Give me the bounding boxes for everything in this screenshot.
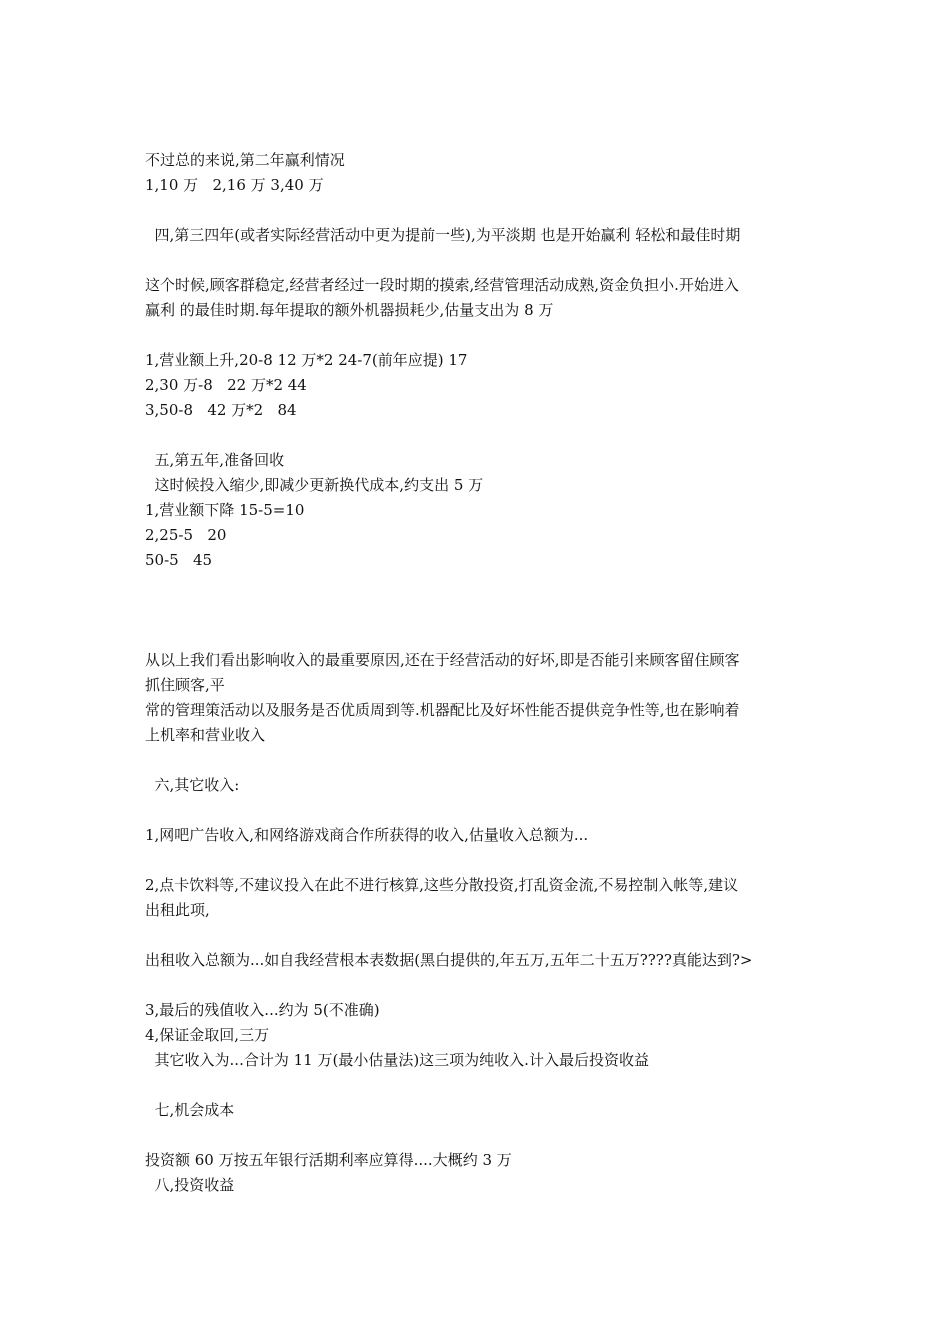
text-line: 1,10 万 2,16 万 3,40 万 [145,176,324,194]
list-item: 2,25-5 20 [145,526,227,544]
list-item: 1,营业额上升,20-8 12 万*2 24-7(前年应提) 17 [145,351,468,369]
text-line: 赢利 的最佳时期.每年提取的额外机器损耗少,估量支出为 8 万 [145,301,554,319]
text-line: 不过总的来说,第二年赢利情况 [145,151,345,169]
text-line: 抓住顾客,平 [145,676,225,694]
text-line: 这时候投入缩少,即减少更新换代成本,约支出 5 万 [145,476,484,494]
list-item: 2,点卡饮料等,不建议投入在此不进行核算,这些分散投资,打乱资金流,不易控制入帐等,建议 [145,876,739,894]
list-item: 2,30 万-8 22 万*2 44 [145,376,307,394]
text-line: 投资额 60 万按五年银行活期利率应算得....大概约 3 万 [145,1151,512,1169]
list-item: 4,保证金取回,三万 [145,1026,270,1044]
text-line: 上机率和营业收入 [145,726,266,744]
list-item: 1,营业额下降 15-5=10 [145,501,305,519]
list-item: 3,最后的残值收入...约为 5(不准确) [145,1001,380,1019]
text-line: 出租收入总额为...如自我经营根本表数据(黑白提供的,年五万,五年二十五万????真能达到?> [145,951,753,969]
list-item: 3,50-8 42 万*2 84 [145,401,297,419]
section-heading: 八,投资收益 [145,1176,235,1194]
text-line: 从以上我们看出影响收入的最重要原因,还在于经营活动的好坏,即是否能引来顾客留住顾客 [145,651,740,669]
section-heading: 四,第三四年(或者实际经营活动中更为提前一些),为平淡期 也是开始赢利 轻松和最佳时期 [145,226,741,244]
text-line: 这个时候,顾客群稳定,经营者经过一段时期的摸索,经营管理活动成熟,资金负担小.开始进入 [145,276,739,294]
list-item: 50-5 45 [145,551,213,569]
text-line: 其它收入为...合计为 11 万(最小估量法)这三项为纯收入.计入最后投资收益 [145,1051,649,1069]
section-heading: 六,其它收入: [145,776,240,794]
text-line: 出租此项, [145,901,210,919]
section-heading: 五,第五年,准备回收 [145,451,285,469]
text-line: 常的管理策活动以及服务是否优质周到等.机器配比及好坏性能否提供竞争性等,也在影响着 [145,701,740,719]
list-item: 1,网吧广告收入,和网络游戏商合作所获得的收入,估量收入总额为... [145,826,589,844]
section-heading: 七,机会成本 [145,1101,235,1119]
